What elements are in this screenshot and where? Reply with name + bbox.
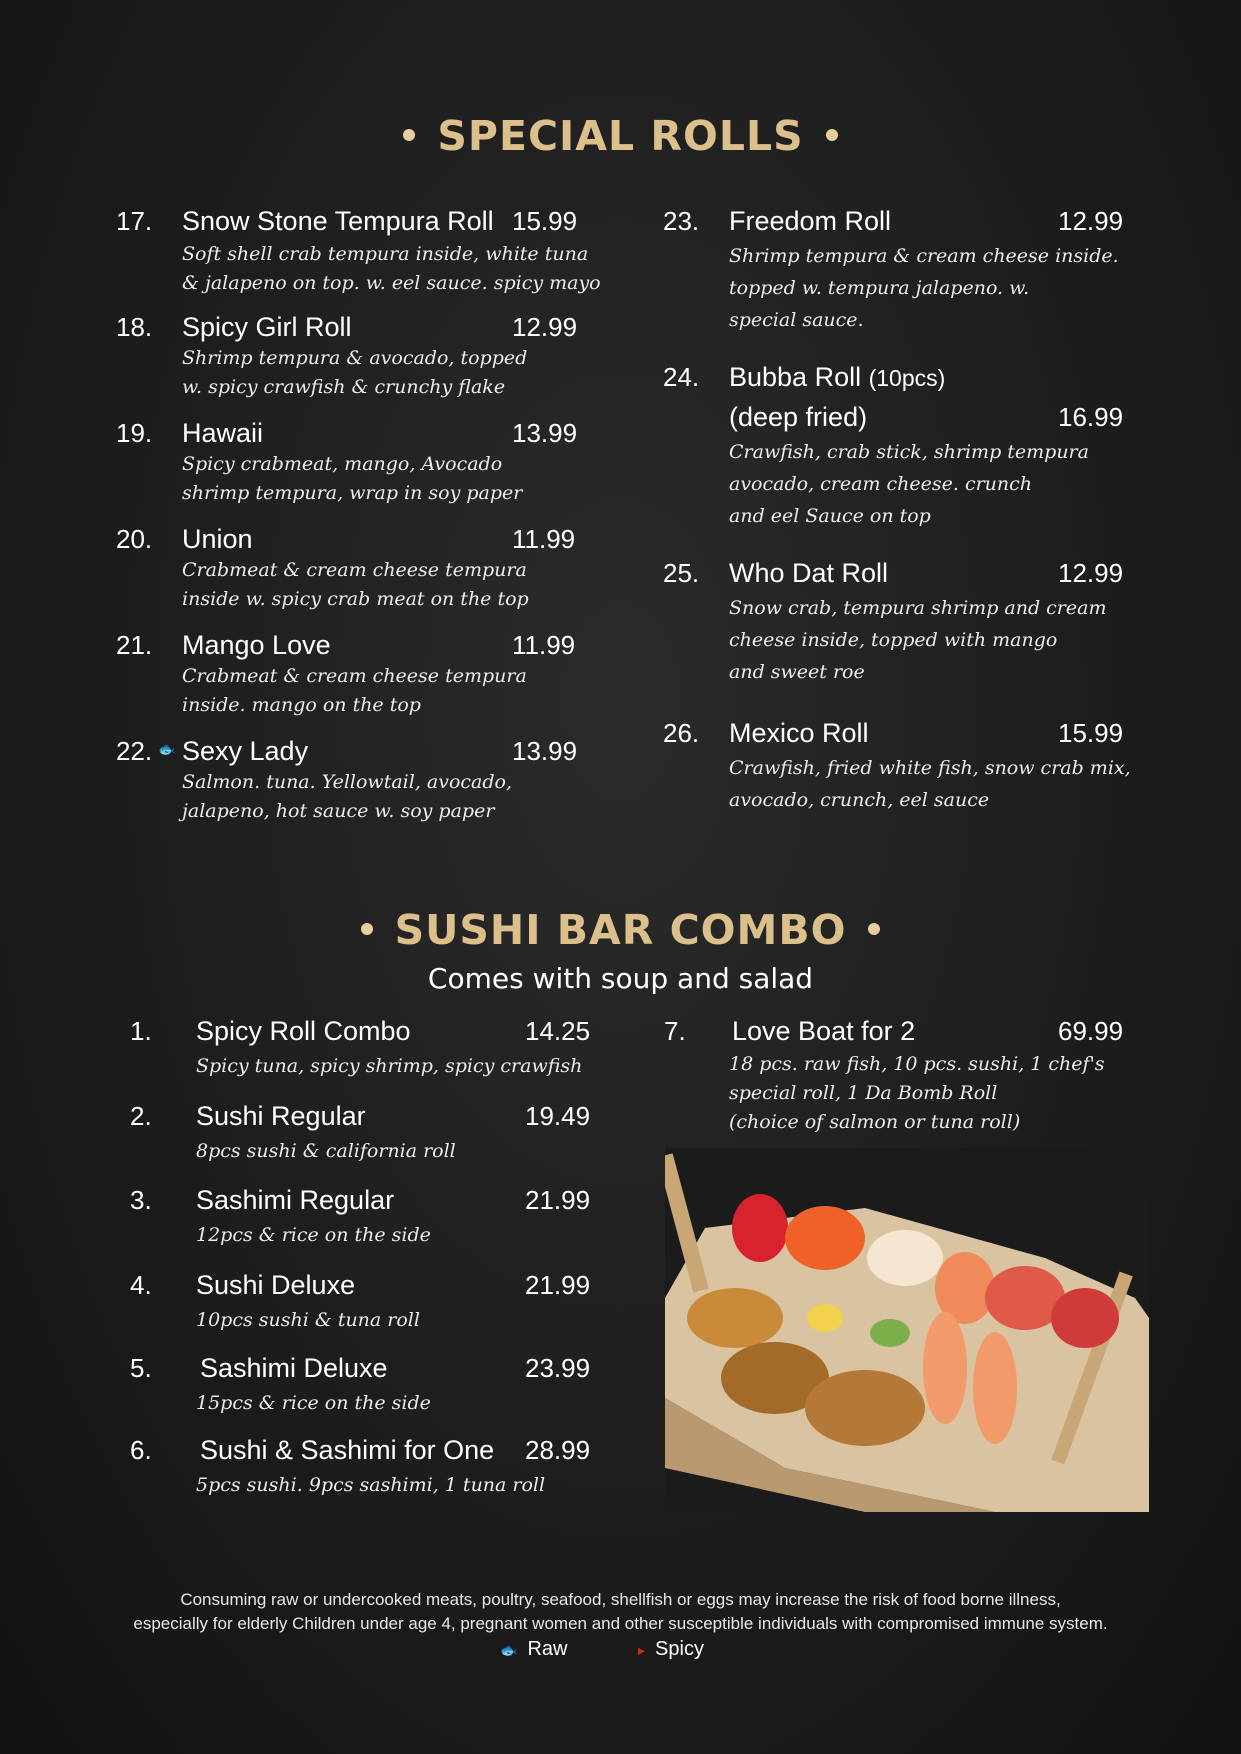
sushi-boat-photo — [665, 1148, 1149, 1512]
item-name: Who Dat Roll — [729, 558, 889, 588]
item-number: 25. — [663, 558, 700, 588]
item-description: Crabmeat & cream cheese tempura inside w. spicy crab meat on the top — [182, 559, 529, 610]
bullet-dot-icon — [361, 923, 373, 935]
bullet-dot-icon — [868, 923, 880, 935]
legend-spicy: ▸ Spicy — [638, 1638, 704, 1660]
item-price: 28.99 — [525, 1435, 591, 1465]
item-price: 12.99 — [1058, 558, 1124, 588]
item-number: 6. — [130, 1435, 152, 1465]
item-name: Mexico Roll — [729, 718, 869, 748]
item-description: 8pcs sushi & california roll — [196, 1140, 456, 1162]
item-description: 15pcs & rice on the side — [196, 1392, 431, 1414]
item-number: 1. — [130, 1016, 152, 1046]
item-description: 18 pcs. raw fish, 10 pcs. sushi, 1 chef's special roll, 1 Da Bomb Roll (choice of salmon or tuna roll) — [729, 1053, 1105, 1133]
item-name: Mango Love — [182, 630, 331, 660]
item-name: Sushi Deluxe — [196, 1270, 356, 1300]
item-quantity: (10pcs) — [868, 365, 946, 391]
special-rolls-heading: SPECIAL ROLLS — [0, 112, 1241, 160]
legend-raw: 🐟 Raw — [500, 1638, 568, 1660]
item-name: Spicy Roll Combo — [196, 1016, 411, 1046]
raw-fish-icon: 🐟 — [158, 741, 176, 757]
item-name-line2: (deep fried) — [729, 402, 868, 432]
item-description: 10pcs sushi & tuna roll — [196, 1309, 420, 1331]
item-name: Sexy Lady — [182, 736, 309, 766]
item-number: 22. — [116, 736, 153, 766]
item-price: 15.99 — [512, 206, 578, 236]
item-name: Union — [182, 524, 253, 554]
bullet-dot-icon — [826, 129, 838, 141]
item-description: Soft shell crab tempura inside, white tuna & jalapeno on top. w. eel sauce. spicy mayo — [182, 243, 601, 294]
item-number: 3. — [130, 1185, 152, 1215]
item-name: Bubba Roll (10pcs) — [729, 362, 946, 392]
combo-subtitle: Comes with soup and salad — [427, 962, 814, 995]
item-price: 21.99 — [525, 1185, 591, 1215]
item-number: 7. — [664, 1016, 686, 1046]
item-description: 5pcs sushi. 9pcs sashimi, 1 tuna roll — [196, 1474, 546, 1496]
item-price: 12.99 — [512, 312, 578, 342]
item-name: Sashimi Deluxe — [200, 1353, 388, 1383]
item-description: Snow crab, tempura shrimp and cream cheese inside, topped with mango and sweet roe — [729, 597, 1107, 683]
item-name: Freedom Roll — [729, 206, 892, 236]
sushi-bar-combo-heading: SUSHI BAR COMBO — [0, 906, 1241, 954]
item-description: Salmon. tuna. Yellowtail, avocado, jalapeno, hot sauce w. soy paper — [182, 771, 513, 822]
item-number: 5. — [130, 1353, 152, 1383]
item-number: 19. — [116, 418, 153, 448]
item-price: 16.99 — [1058, 402, 1124, 432]
item-price: 13.99 — [512, 418, 578, 448]
item-description: Spicy tuna, spicy shrimp, spicy crawfish — [196, 1055, 583, 1077]
item-name: Spicy Girl Roll — [182, 312, 352, 342]
item-description: 12pcs & rice on the side — [196, 1224, 431, 1246]
item-number: 24. — [663, 362, 700, 392]
raw-fish-icon: 🐟 — [500, 1642, 518, 1658]
item-number: 23. — [663, 206, 700, 236]
item-number: 17. — [116, 206, 153, 236]
item-name: Hawaii — [182, 418, 264, 448]
item-number: 20. — [116, 524, 153, 554]
item-number: 2. — [130, 1101, 152, 1131]
food-safety-disclaimer: Consuming raw or undercooked meats, poultry, seafood, shellfish or eggs may increase the risk of food borne illness, especially for elderly Children under age 4, pregnant women and other susceptible individuals with compromised immune system. — [133, 1590, 1108, 1633]
item-name: Sushi Regular — [196, 1101, 366, 1131]
item-name: Snow Stone Tempura Roll — [182, 206, 494, 236]
item-price: 12.99 — [1058, 206, 1124, 236]
item-number: 18. — [116, 312, 153, 342]
item-number: 4. — [130, 1270, 152, 1300]
item-price: 13.99 — [512, 736, 578, 766]
item-price: 21.99 — [525, 1270, 591, 1300]
item-description: Shrimp tempura & avocado, topped w. spicy crawfish & crunchy flake — [182, 347, 528, 398]
item-price: 19.49 — [525, 1101, 591, 1131]
item-price: 69.99 — [1058, 1016, 1124, 1046]
item-price: 11.99 — [512, 630, 576, 660]
item-description: Spicy crabmeat, mango, Avocado shrimp tempura, wrap in soy paper — [182, 453, 523, 504]
item-description: Crawfish, crab stick, shrimp tempura avocado, cream cheese. crunch and eel Sauce on top — [729, 441, 1089, 527]
item-description: Crabmeat & cream cheese tempura inside. mango on the top — [182, 665, 527, 716]
item-price: 23.99 — [525, 1353, 591, 1383]
item-number: 26. — [663, 718, 700, 748]
item-name: Sashimi Regular — [196, 1185, 395, 1215]
item-description: Crawfish, fried white fish, snow crab mix, avocado, crunch, eel sauce — [729, 757, 1131, 811]
item-price: 15.99 — [1058, 718, 1124, 748]
chili-pepper-icon: ▸ — [638, 1642, 646, 1658]
item-number: 21. — [116, 630, 153, 660]
item-name: Love Boat for 2 — [732, 1016, 916, 1046]
bullet-dot-icon — [403, 129, 415, 141]
item-price: 14.25 — [525, 1016, 591, 1046]
item-description: Shrimp tempura & cream cheese inside. topped w. tempura jalapeno. w. special sauce. — [729, 245, 1119, 331]
item-price: 11.99 — [512, 524, 576, 554]
item-name: Sushi & Sashimi for One — [200, 1435, 495, 1465]
